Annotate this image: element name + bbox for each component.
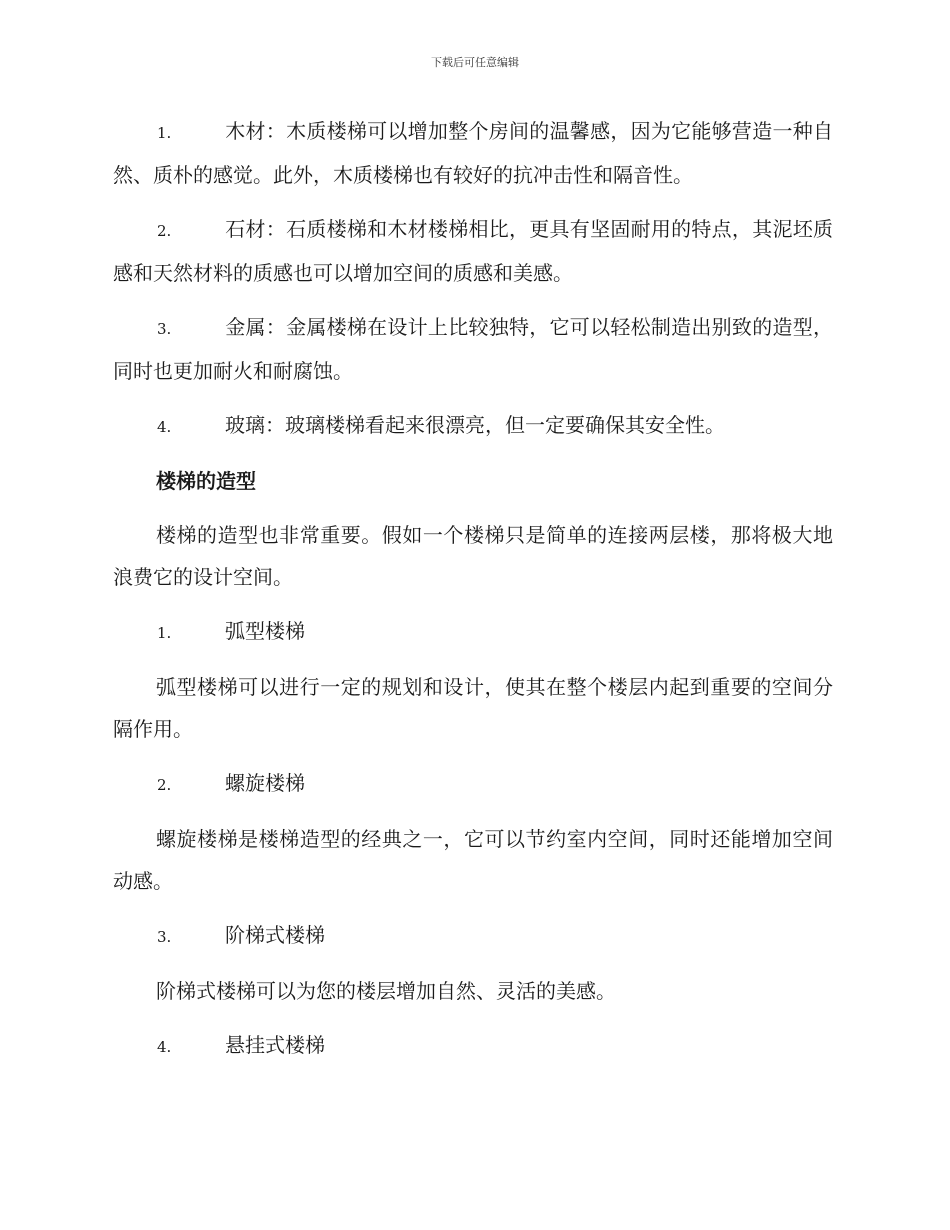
shape-type-title bbox=[113, 610, 833, 654]
document-body bbox=[113, 110, 833, 1080]
list-item-text: 弧型楼梯 bbox=[225, 619, 305, 643]
material-item-wood bbox=[113, 110, 833, 196]
list-item-text: 金属：金属楼梯在设计上比较独特，它可以轻松制造出别致的造型，同时也更加耐火和耐腐蚀。 bbox=[113, 315, 833, 383]
shape-type-title bbox=[113, 914, 833, 958]
material-item-glass bbox=[113, 404, 833, 448]
shape-type-description: 螺旋楼梯是楼梯造型的经典之一，它可以节约室内空间，同时还能增加空间动感。 bbox=[113, 827, 833, 893]
list-item-text: 阶梯式楼梯 bbox=[225, 923, 325, 947]
material-item-metal bbox=[113, 306, 833, 392]
list-number: 1. bbox=[157, 624, 172, 642]
list-number: 2. bbox=[157, 222, 172, 240]
shape-type-description: 弧型楼梯可以进行一定的规划和设计，使其在整个楼层内起到重要的空间分隔作用。 bbox=[113, 675, 833, 741]
list-item-text: 木材：木质楼梯可以增加整个房间的温馨感，因为它能够营造一种自然、质朴的感觉。此外，木质楼梯也有较好的抗冲击性和隔音性。 bbox=[113, 119, 833, 187]
list-item-text: 螺旋楼梯 bbox=[225, 771, 305, 795]
shape-type-description: 阶梯式楼梯可以为您的楼层增加自然、灵活的美感。 bbox=[156, 979, 616, 1003]
material-item-stone bbox=[113, 208, 833, 294]
section-heading: 楼梯的造型 bbox=[156, 469, 256, 493]
shape-type-title bbox=[113, 762, 833, 806]
list-item-text: 悬挂式楼梯 bbox=[225, 1033, 325, 1057]
page-header: 下载后可任意编辑 bbox=[431, 56, 519, 69]
list-number: 4. bbox=[157, 418, 172, 436]
list-item-text: 石材：石质楼梯和木材楼梯相比，更具有坚固耐用的特点，其泥坯质感和天然材料的质感也可以增加空间的质感和美感。 bbox=[113, 217, 833, 285]
list-number: 3. bbox=[157, 928, 172, 946]
list-number: 1. bbox=[157, 124, 172, 142]
list-number: 2. bbox=[157, 776, 172, 794]
shape-type-title bbox=[113, 1024, 833, 1068]
list-item-text: 玻璃：玻璃楼梯看起来很漂亮，但一定要确保其安全性。 bbox=[225, 413, 725, 437]
list-number: 4. bbox=[157, 1038, 172, 1056]
section-intro: 楼梯的造型也非常重要。假如一个楼梯只是简单的连接两层楼，那将极大地浪费它的设计空间。 bbox=[113, 523, 833, 589]
list-number: 3. bbox=[157, 320, 172, 338]
